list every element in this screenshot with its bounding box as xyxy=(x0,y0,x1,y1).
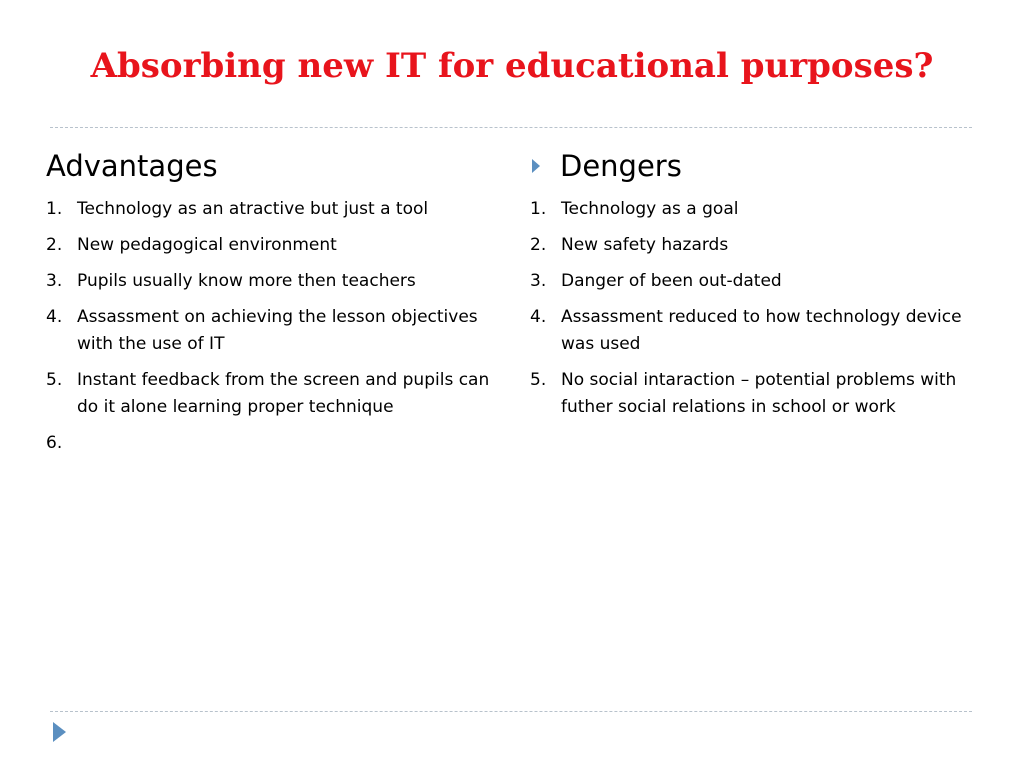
item-text xyxy=(77,430,506,457)
item-text: Danger of been out-dated xyxy=(561,271,782,291)
dangers-heading-label: Dengers xyxy=(560,149,682,183)
item-text: Assassment on achieving the lesson objectives with the use of IT xyxy=(77,307,478,354)
advantages-heading: Advantages xyxy=(46,149,218,183)
item-number: 6. xyxy=(46,433,63,453)
list-item xyxy=(530,268,990,295)
list-item xyxy=(530,232,990,259)
dangers-heading xyxy=(530,146,990,190)
item-text: Pupils usually know more then teachers xyxy=(77,271,416,291)
item-number: 5. xyxy=(46,370,63,390)
list-item xyxy=(530,196,990,223)
list-item xyxy=(46,430,506,457)
list-item xyxy=(530,367,990,421)
item-number: 4. xyxy=(530,307,547,327)
bottom-divider xyxy=(50,711,972,712)
list-item xyxy=(46,304,506,358)
list-item xyxy=(46,232,506,259)
slide-title: Absorbing new IT for educational purposes? xyxy=(90,46,934,86)
item-number: 3. xyxy=(46,271,63,291)
item-number: 3. xyxy=(530,271,547,291)
item-text: Instant feedback from the screen and pupils can do it alone learning proper technique xyxy=(77,370,490,417)
item-text: Technology as a goal xyxy=(561,199,739,219)
item-number: 2. xyxy=(46,235,63,255)
item-text: Assassment reduced to how technology device was used xyxy=(561,307,962,354)
item-number: 1. xyxy=(530,199,547,219)
dangers-list xyxy=(530,196,990,421)
top-divider xyxy=(50,127,972,128)
advantages-column xyxy=(46,140,506,466)
dangers-column xyxy=(530,140,990,430)
list-item xyxy=(530,304,990,358)
list-item xyxy=(46,367,506,421)
list-item xyxy=(46,196,506,223)
triangle-right-icon xyxy=(532,159,540,173)
item-text: Technology as an atractive but just a tool xyxy=(77,199,429,219)
item-number: 2. xyxy=(530,235,547,255)
item-text: New pedagogical environment xyxy=(77,235,337,255)
item-text: No social intaraction – potential problems with futher social relations in school or work xyxy=(561,370,957,417)
list-item xyxy=(46,268,506,295)
item-text: New safety hazards xyxy=(561,235,729,255)
item-number: 1. xyxy=(46,199,63,219)
item-number: 4. xyxy=(46,307,63,327)
triangle-right-icon xyxy=(53,722,66,742)
advantages-list xyxy=(46,196,506,457)
item-number: 5. xyxy=(530,370,547,390)
